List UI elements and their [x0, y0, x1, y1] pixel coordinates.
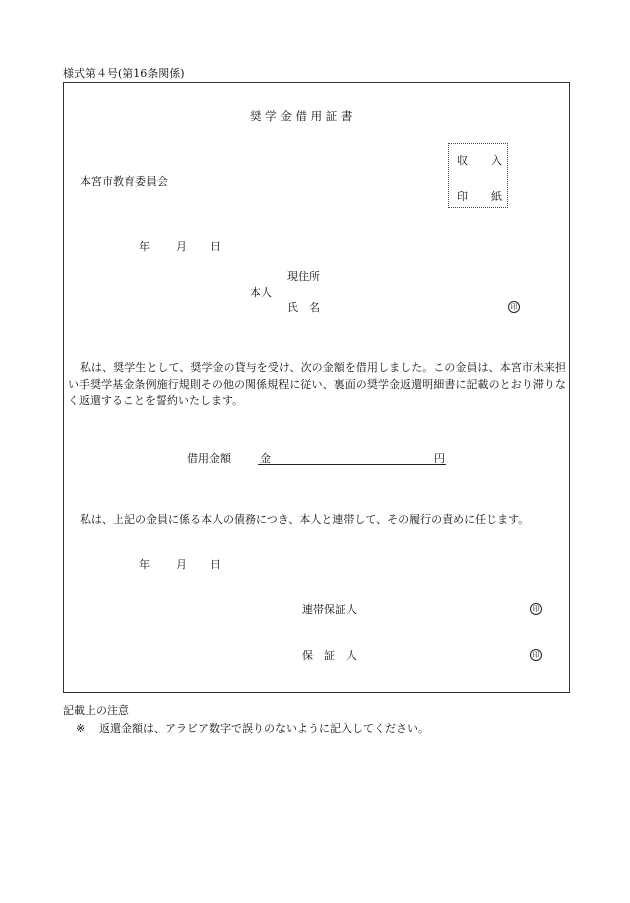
address-label: 現住所	[287, 270, 320, 283]
amount-label: 借用金額	[187, 452, 231, 465]
date2-year-label: 年	[139, 558, 150, 571]
stamp-char-2: 入	[491, 154, 502, 167]
revenue-stamp-box	[448, 143, 508, 208]
principal-label: 本人	[250, 286, 272, 299]
stamp-char-1: 収	[457, 154, 468, 167]
joint-guarantor-seal-mark: 印	[530, 603, 542, 615]
date2-month-label: 月	[176, 558, 187, 571]
pledge-paragraph: 私は、奨学生として、奨学金の貸与を受け、次の金額を借用しました。この金員は、本宮市未来担い手奨学基金条例施行規則その他の関係規程に従い、裏面の奨学金返還明細書に記載のとおり滞りなく返還することを誓約いたします。	[68, 361, 566, 407]
amount-prefix: 金	[260, 452, 271, 465]
notes-item: 返還金額は、アラビア数字で誤りのないように記入してください。	[99, 722, 429, 735]
name-label: 氏 名	[287, 301, 320, 314]
addressee: 本宮市教育委員会	[80, 175, 168, 188]
notes-heading: 記載上の注意	[63, 704, 129, 717]
date2-day-label: 日	[210, 558, 221, 571]
guarantor-label: 保 証 人	[302, 649, 357, 662]
document-title: 奨 学 金 借 用 証 書	[250, 109, 353, 123]
date-month-label: 月	[176, 240, 187, 253]
amount-underline	[258, 464, 446, 465]
form-number: 様式第４号(第16条関係)	[63, 67, 185, 80]
date-day-label: 日	[210, 240, 221, 253]
stamp-char-4: 紙	[491, 190, 502, 203]
guarantor-seal-mark: 印	[530, 649, 542, 661]
joint-guarantor-label: 連帯保証人	[302, 603, 357, 616]
guarantor-paragraph: 私は、上記の金員に係る本人の債務につき、本人と連帯して、その履行の責めに任じます。	[80, 513, 530, 526]
principal-seal-mark: 印	[508, 301, 520, 313]
amount-suffix: 円	[434, 452, 445, 465]
stamp-char-3: 印	[457, 190, 468, 203]
date-year-label: 年	[139, 240, 150, 253]
notes-mark: ※	[76, 722, 86, 735]
